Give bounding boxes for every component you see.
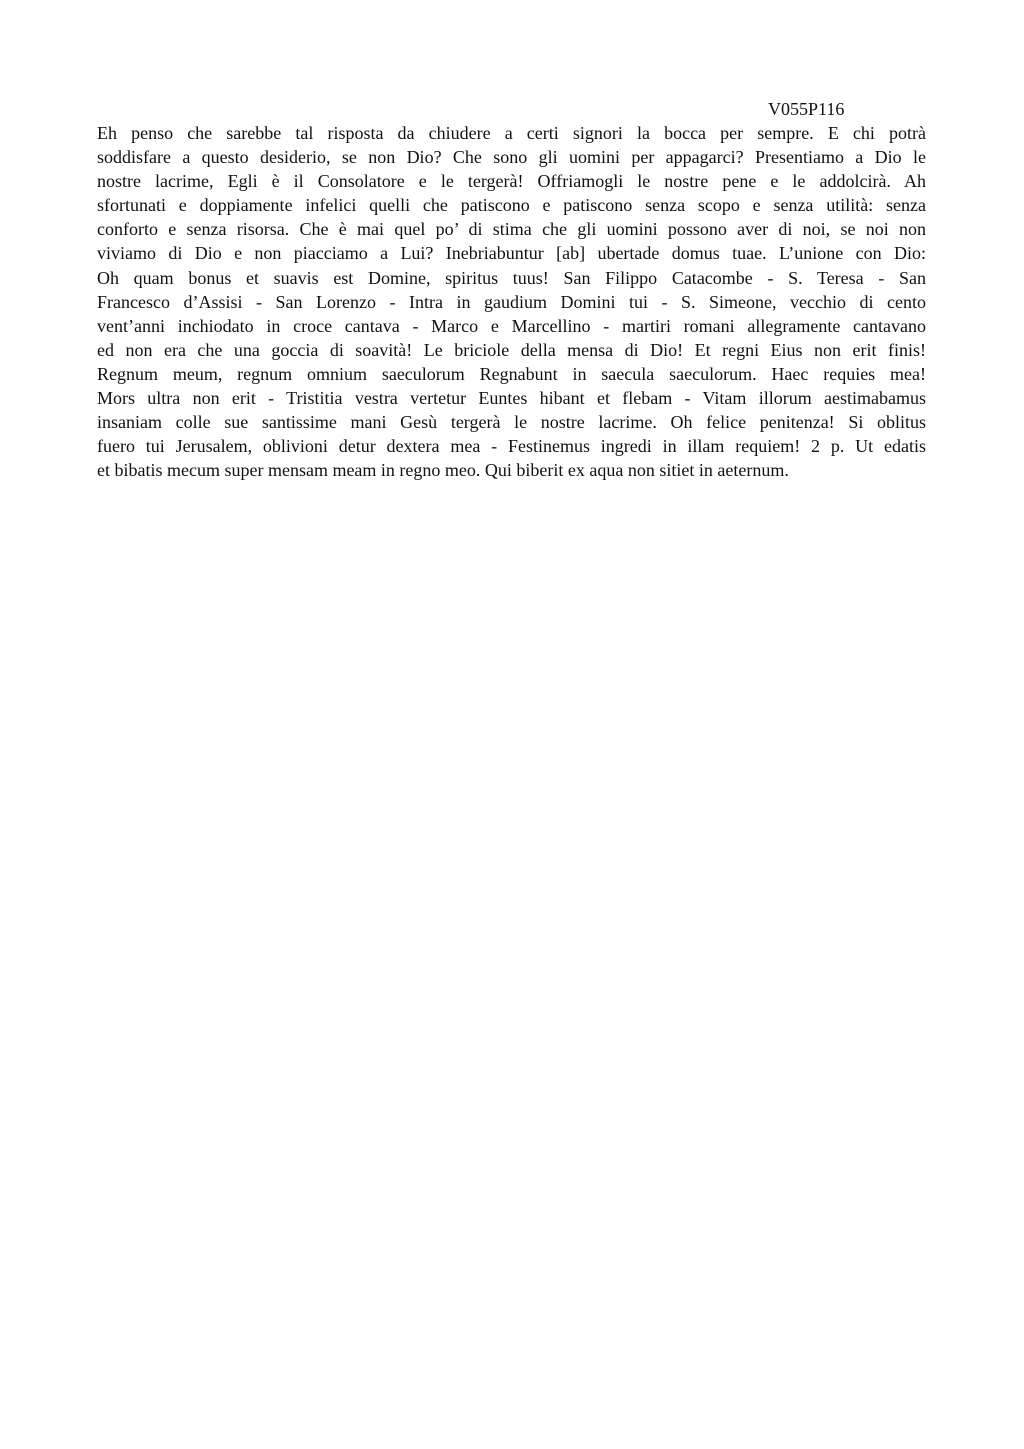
- text-line: ed non era che una goccia di soavità! Le briciole della mensa di Dio! Et regni Eius non erit finis!: [97, 339, 926, 360]
- text-line: Francesco d’Assisi - San Lorenzo - Intra in gaudium Domini tui - S. Simeone, vecchio di cento: [97, 291, 926, 312]
- text-line: soddisfare a questo desiderio, se non Dio? Che sono gli uomini per appagarci? Presentiamo a Dio le: [97, 147, 926, 168]
- text-line: sfortunati e doppiamente infelici quelli che patiscono e patiscono senza scopo e senza utilità: senza: [97, 195, 926, 216]
- page-code: V055P116: [768, 99, 845, 119]
- text-line: insaniam colle sue santissime mani Gesù tergerà le nostre lacrime. Oh felice penitenza! Si oblitus: [97, 412, 926, 433]
- text-line: fuero tui Jerusalem, oblivioni detur dextera mea - Festinemus ingredi in illam requiem! 2 p. Ut edatis: [97, 436, 926, 457]
- text-line: et bibatis mecum super mensam meam in regno meo. Qui biberit ex aqua non sitiet in aeternum.: [97, 460, 789, 481]
- text-line: nostre lacrime, Egli è il Consolatore e le tergerà! Offriamogli le nostre pene e le addolcirà. Ah: [97, 171, 926, 192]
- text-line: Eh penso che sarebbe tal risposta da chiudere a certi signori la bocca per sempre. E chi potrà: [97, 123, 926, 143]
- text-line: Mors ultra non erit - Tristitia vestra vertetur Euntes hibant et flebam - Vitam illorum aestimabamus: [97, 388, 926, 409]
- text-line: Oh quam bonus et suavis est Domine, spiritus tuus! San Filippo Catacombe - S. Teresa - San: [97, 267, 926, 288]
- text-line: vent’anni inchiodato in croce cantava - Marco e Marcellino - martiri romani allegramente cantavano: [97, 315, 926, 336]
- text-line: Regnum meum, regnum omnium saeculorum Regnabunt in saecula saeculorum. Haec requies mea!: [97, 363, 926, 384]
- body-paragraph: [97, 121, 926, 482]
- text-line: conforto e senza risorsa. Che è mai quel po’ di stima che gli uomini possono aver di noi, se noi non: [97, 219, 926, 240]
- text-line: viviamo di Dio e non piacciamo a Lui? Inebriabuntur [ab] ubertade domus tuae. L’unione con Dio:: [97, 243, 926, 264]
